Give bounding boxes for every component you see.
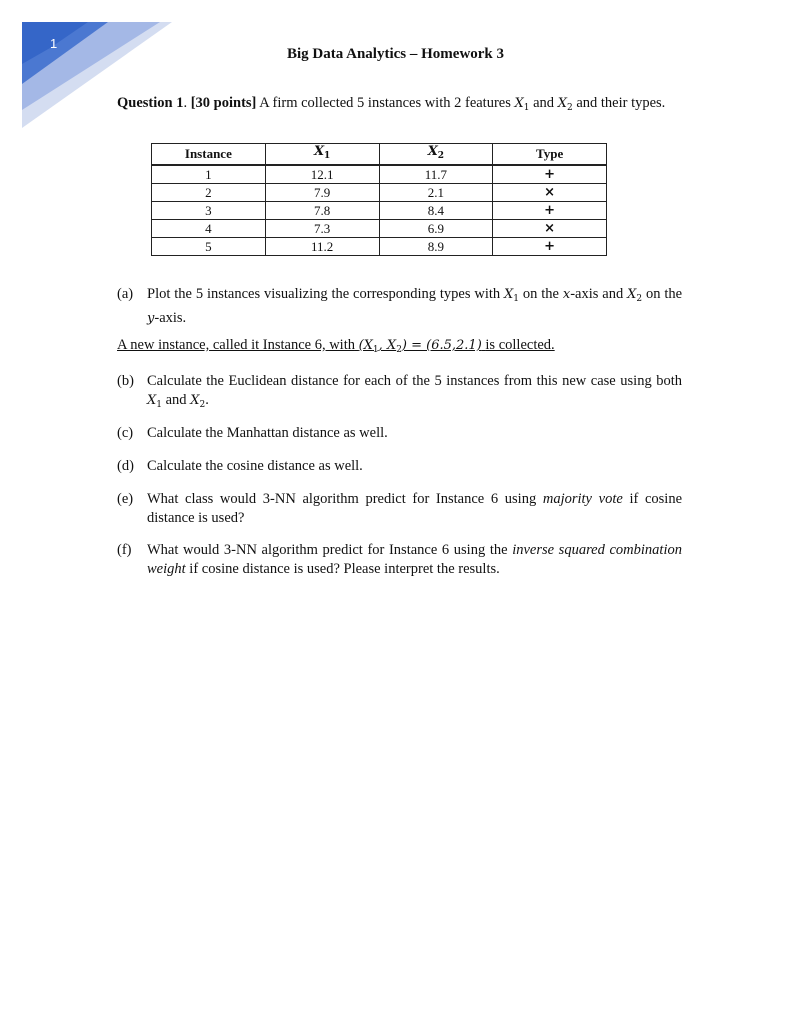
- cell-instance: 5: [152, 238, 266, 256]
- item-d: [117, 457, 682, 476]
- table-row: [152, 202, 607, 220]
- plus-icon: +: [493, 238, 607, 256]
- item-e: [117, 490, 682, 528]
- plus-icon: +: [493, 202, 607, 220]
- item-d-label: (d): [117, 458, 134, 474]
- page-title: Big Data Analytics – Homework 3: [286, 46, 505, 62]
- item-d-text: Calculate the cosine distance as well.: [147, 458, 363, 474]
- item-e-text: What class would 3-NN algorithm predict for Instance 6 using: [147, 491, 537, 507]
- math-new-instance: ($X_1$, $X_2) = (6.5,2.1)$: [358, 338, 482, 355]
- item-c: [117, 424, 682, 443]
- cell-x1: 7.8: [265, 202, 379, 220]
- item-a-text: -axis.: [154, 310, 187, 326]
- cell-instance: 2: [152, 184, 266, 202]
- cell-x2: 11.7: [379, 165, 493, 184]
- table-row: [152, 238, 607, 256]
- item-f-text: if cosine distance is used? Please interpret the results.: [189, 561, 500, 577]
- item-e-emphasis: majority vote: [542, 491, 623, 507]
- math-x1: $X_1$: [514, 96, 530, 113]
- cell-x1: 11.2: [265, 238, 379, 256]
- question-and: and: [533, 95, 555, 111]
- table-row: [152, 220, 607, 238]
- header-x1: $X_1$: [265, 144, 379, 166]
- item-f-emphasis: inverse squared combination weight: [147, 542, 682, 577]
- item-c-text: Calculate the Manhattan distance as well.: [147, 425, 388, 441]
- cross-icon: ×: [493, 220, 607, 238]
- cell-instance: 1: [152, 165, 266, 184]
- item-a: [117, 285, 682, 328]
- item-b-text: Calculate the Euclidean distance for each of the 5 instances from this new case using both: [147, 373, 682, 389]
- new-instance-text: A new instance, called it Instance 6, with: [117, 337, 355, 353]
- item-b-text: and: [165, 392, 187, 408]
- item-b: (b) Calculate the Euclidean distance for each of the 5 instances from this new case using both $X_1$ and $X_2$.: [117, 373, 682, 410]
- cell-x1: 12.1: [265, 165, 379, 184]
- math-x2: $X_2$: [190, 393, 206, 410]
- question-label: Question 1: [117, 95, 184, 111]
- header-instance: Instance: [152, 144, 266, 166]
- table-header-row: [152, 144, 607, 166]
- cell-x2: 6.9: [379, 220, 493, 238]
- question-intro: Question 1. [30 points] A firm collected 5 instances with 2 features $X_1$ and $X_2$ and their types.: [117, 95, 666, 113]
- math-x-axis: x: [562, 287, 571, 302]
- item-e-label: (e): [117, 491, 134, 507]
- item-a-label: (a): [117, 286, 134, 302]
- table-row: [152, 184, 607, 202]
- cross-icon: ×: [493, 184, 607, 202]
- question-text-a: A firm collected 5 instances with 2 features: [259, 95, 511, 111]
- cell-x1: 7.3: [265, 220, 379, 238]
- item-a-text: -axis and: [570, 286, 624, 302]
- cell-x1: 7.9: [265, 184, 379, 202]
- cell-x2: 2.1: [379, 184, 493, 202]
- new-instance-statement: [117, 337, 555, 355]
- math-x1: $X_1$: [147, 393, 162, 410]
- new-instance-text: is collected.: [485, 337, 555, 353]
- math-x1: $X_1$: [504, 287, 520, 304]
- item-a-text: Plot the 5 instances visualizing the corresponding types with: [147, 286, 501, 302]
- instances-table: [151, 143, 607, 256]
- page-number: 1: [50, 36, 58, 51]
- item-f-label: (f): [117, 542, 132, 558]
- header-x2: $X_2$: [379, 144, 493, 166]
- table-row: [152, 165, 607, 184]
- plus-icon: +: [493, 165, 607, 184]
- item-a-text: on the: [522, 286, 559, 302]
- item-b-label: (b): [117, 373, 134, 389]
- math-y-axis: y: [147, 311, 155, 326]
- math-x2: $X_2$: [557, 96, 573, 113]
- cell-x2: 8.4: [379, 202, 493, 220]
- item-e-text: if cosine distance is used?: [147, 491, 683, 526]
- cell-instance: 3: [152, 202, 266, 220]
- item-a-text: on the: [645, 286, 683, 302]
- cell-x2: 8.9: [379, 238, 493, 256]
- question-text-b: and their types.: [576, 95, 666, 111]
- item-f: [117, 541, 682, 579]
- cell-instance: 4: [152, 220, 266, 238]
- header-type: Type: [493, 144, 607, 166]
- question-points: [30 points]: [190, 95, 257, 111]
- item-f-text: What would 3-NN algorithm predict for Instance 6 using the: [147, 542, 508, 558]
- math-x2: $X_2$: [627, 287, 643, 304]
- item-c-label: (c): [117, 425, 134, 441]
